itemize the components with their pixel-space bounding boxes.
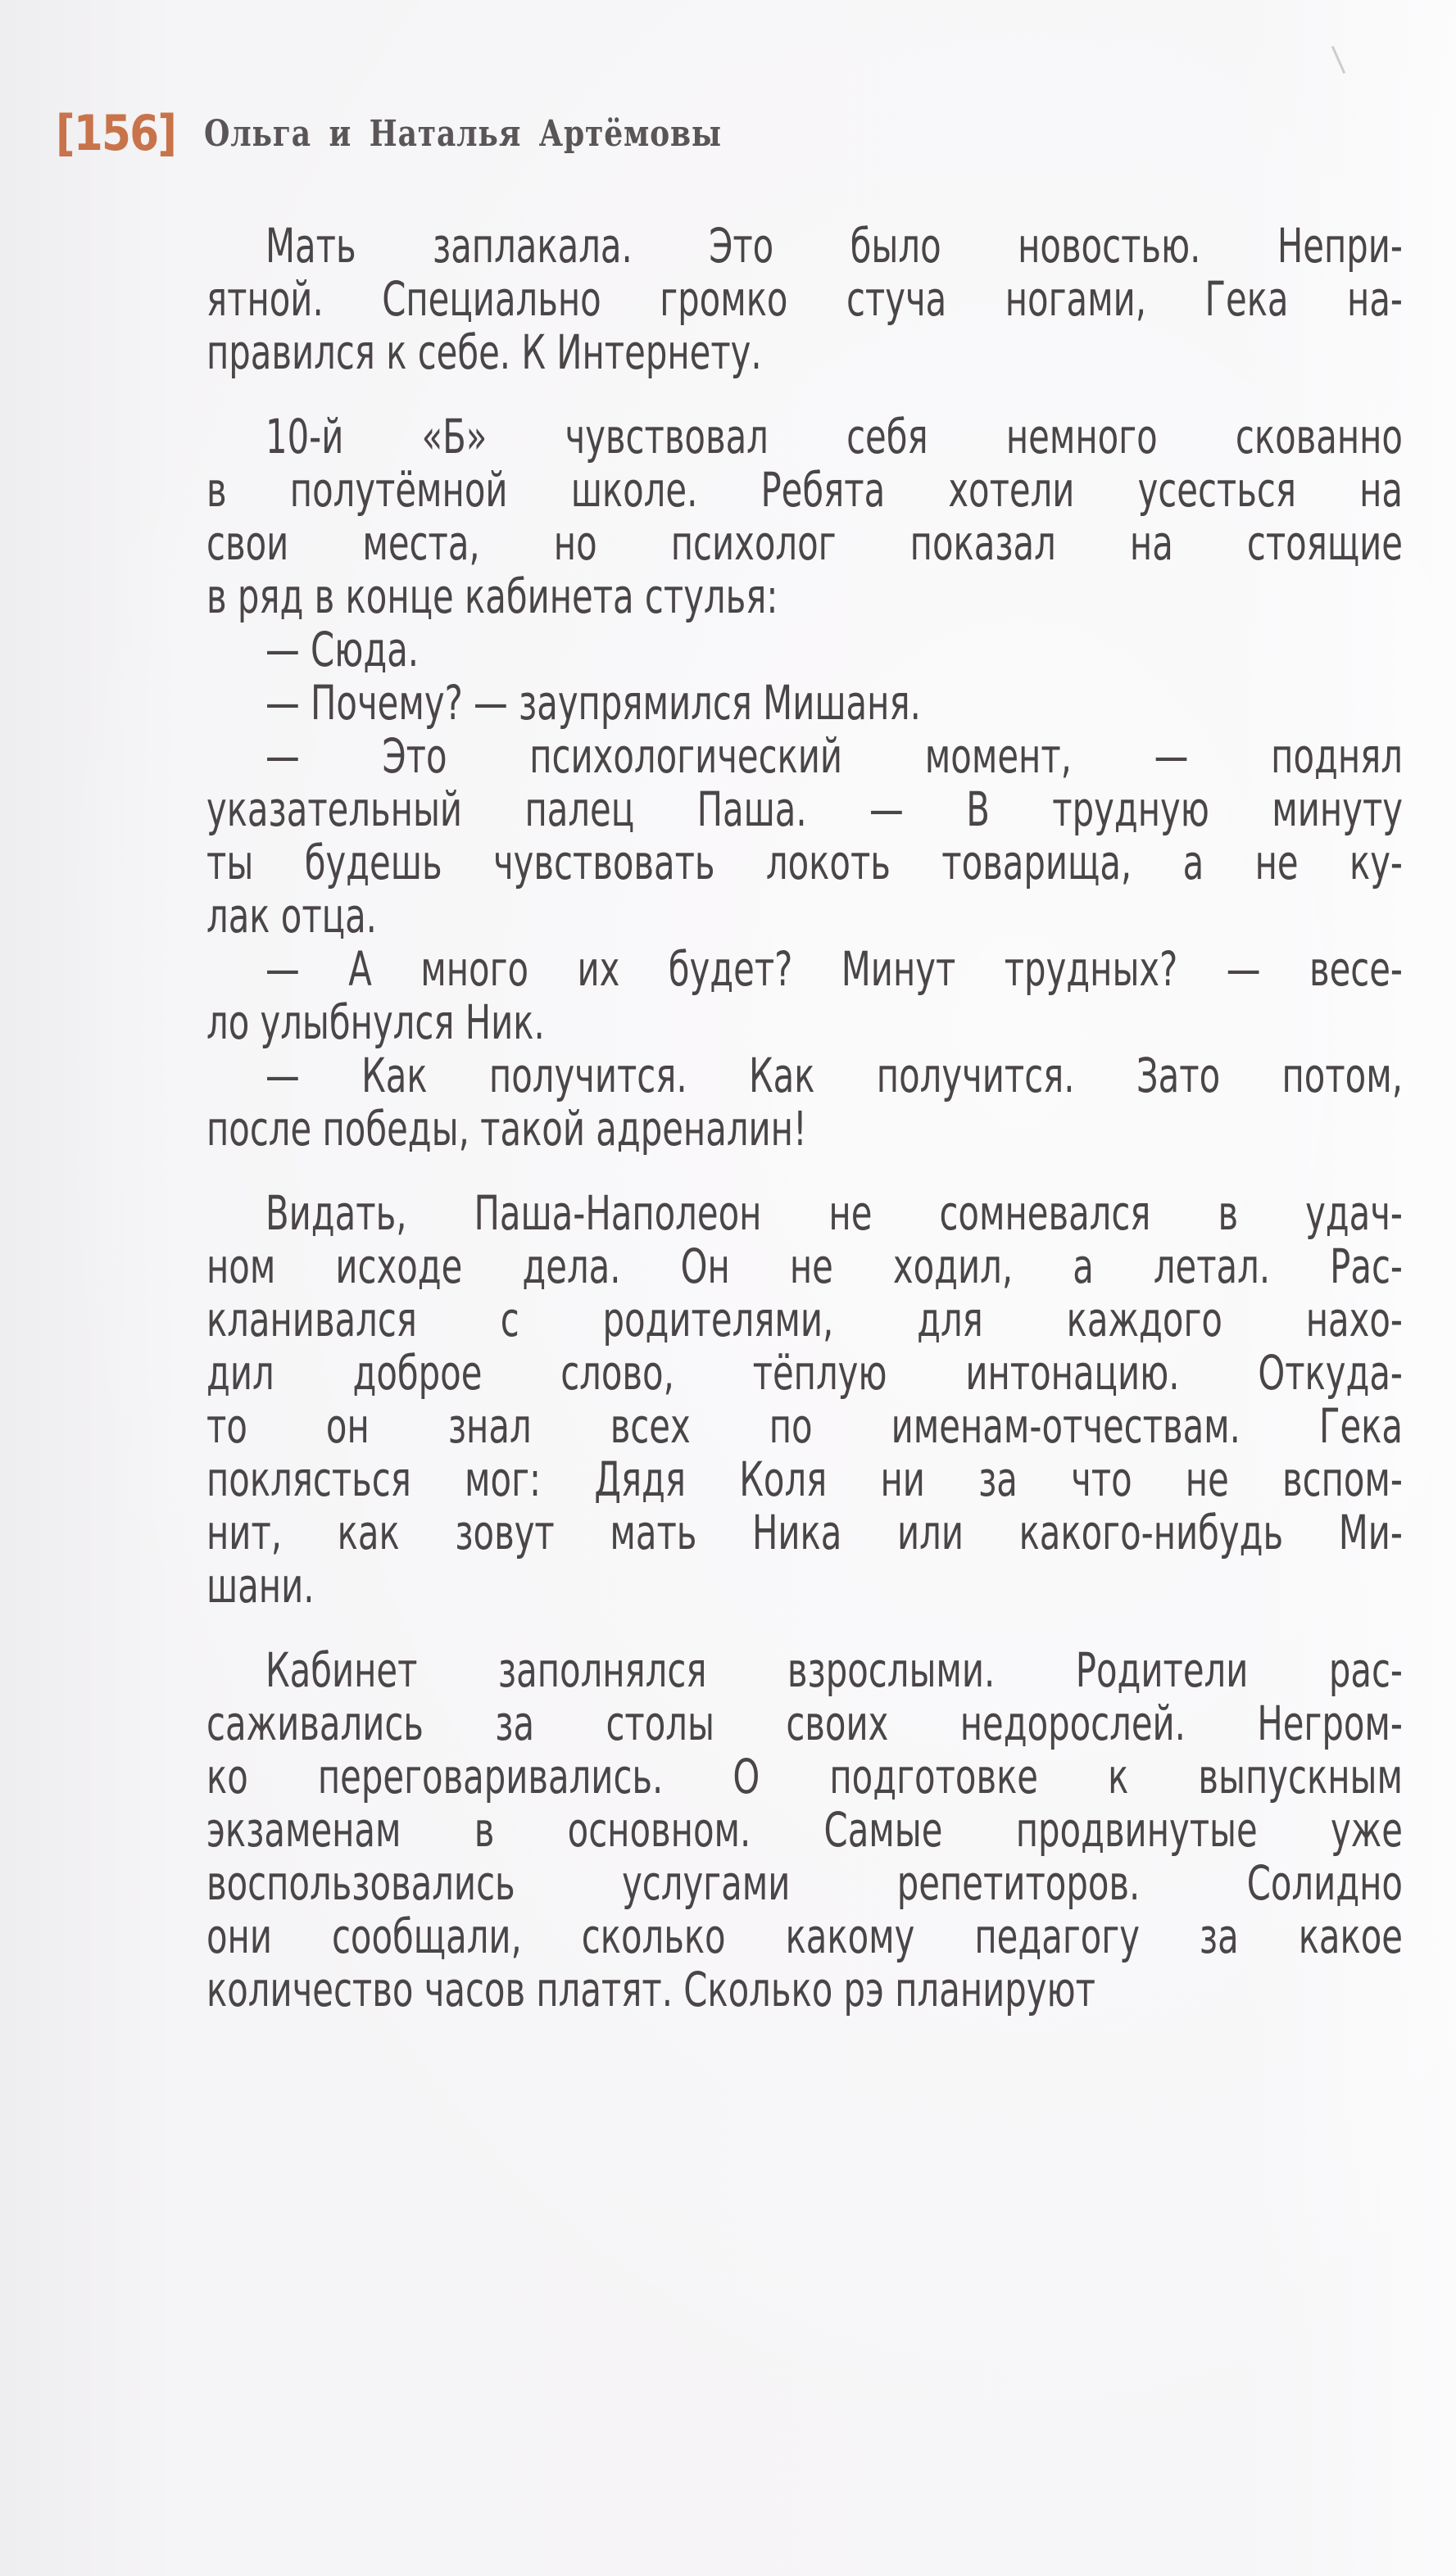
paragraph [206,943,1403,1049]
text-line [206,1963,1403,2017]
text-line-content: ятной. Специально громко стуча ногами, Гека на- [206,271,1403,327]
text-line-content: шани. [206,1558,315,1614]
text-line-content: в ряд в конце кабинета стулья: [206,568,778,624]
text-line [206,273,1403,326]
text-line [206,1506,1403,1560]
text-line-content: в полутёмной школе. Ребята хотели усесться на [206,462,1403,518]
text-line [206,623,1403,677]
page-number: [156] [56,105,176,162]
paragraph-gap [206,1156,1403,1187]
text-line [206,1400,1403,1453]
text-line-content: поклясться мог: Дядя Коля ни за что не вспом- [206,1451,1403,1507]
text-line-content: они сообщали, сколько какому педагогу за какое [206,1908,1403,1964]
text-line-content: — Как получится. Как получится. Зато потом, [265,1048,1403,1103]
text-line-content: количество часов платят. Сколько рэ планируют [206,1962,1095,2017]
text-line [206,943,1403,996]
text-line [206,410,1403,464]
text-line [206,1644,1403,1697]
text-line-content: — Сюда. [265,622,420,677]
paragraph [206,220,1403,379]
text-line [206,1750,1403,1804]
text-line [206,1240,1403,1293]
text-line-content: лак отца. [206,888,377,944]
text-line-content: ло улыбнулся Ник. [206,994,545,1050]
text-line-content: ном исходе дела. Он не ходил, а летал. Рас- [206,1238,1403,1294]
text-line [206,730,1403,783]
text-line-content: дил доброе слово, тёплую интонацию. Откуда- [206,1345,1403,1401]
text-line-content: — Это психологический момент, — поднял [265,728,1403,784]
text-line [206,1560,1403,1613]
text-line-content: правился к себе. К Интернету. [206,324,762,380]
text-line-content: 10-й «Б» чувствовал себя немного скованно [265,409,1403,464]
text-line-content: указательный палец Паша. — В трудную минуту [206,781,1403,837]
paragraph [206,677,1403,730]
paragraph [206,730,1403,943]
paragraph [206,1644,1403,2017]
paragraph [206,410,1403,623]
text-line-content: — А много их будет? Минут трудных? — весе- [265,941,1403,997]
paragraph-gap [206,379,1403,410]
text-line-content: воспользовались услугами репетиторов. Солидно [206,1855,1403,1911]
text-line [206,1049,1403,1102]
text-line [206,1187,1403,1240]
text-line [206,220,1403,273]
text-line [206,1857,1403,1910]
text-line-content: свои места, но психолог показал на стоящие [206,515,1403,571]
text-line [206,326,1403,379]
paragraph [206,1187,1403,1613]
text-line-content: ты будешь чувствовать локоть товарища, а не ку- [206,835,1403,890]
text-line [206,570,1403,623]
paragraph [206,623,1403,677]
text-line-content: нит, как зовут мать Ника или какого-нибудь Ми- [206,1505,1403,1560]
text-line-content: ко переговаривались. О подготовке к выпускным [206,1749,1403,1804]
text-line [206,464,1403,517]
text-line [206,1910,1403,1963]
text-line-content: экзаменам в основном. Самые продвинутые уже [206,1802,1403,1858]
text-line-content: Кабинет заполнялся взрослыми. Родители рас- [265,1642,1403,1698]
text-line-content: Мать заплакала. Это было новостью. Непри- [265,218,1403,274]
text-line [206,517,1403,570]
text-line-content: после победы, такой адреналин! [206,1101,807,1157]
text-line [206,996,1403,1049]
body-text [206,220,1403,2017]
text-line-content: кланивался с родителями, для каждого нахо- [206,1292,1403,1347]
page-header [56,105,836,162]
text-line [206,1453,1403,1506]
paragraph-gap [206,1613,1403,1644]
text-line-content: саживались за столы своих недорослей. Негром- [206,1695,1403,1751]
text-line [206,1804,1403,1857]
text-line [206,1102,1403,1156]
text-line-content: Видать, Паша-Наполеон не сомневался в удач- [265,1185,1403,1241]
paragraph [206,1049,1403,1156]
running-title-authors: Ольга и Наталья Артёмовы [204,112,722,155]
text-line-content: — Почему? — заупрямился Мишаня. [265,675,921,731]
text-line-content: то он знал всех по именам-отчествам. Гека [206,1398,1403,1454]
text-line [206,1697,1403,1750]
paper-scratch-mark [1331,46,1345,74]
text-line [206,677,1403,730]
text-line [206,1347,1403,1400]
text-line [206,890,1403,943]
text-line [206,1293,1403,1347]
text-line [206,783,1403,836]
text-line [206,836,1403,890]
